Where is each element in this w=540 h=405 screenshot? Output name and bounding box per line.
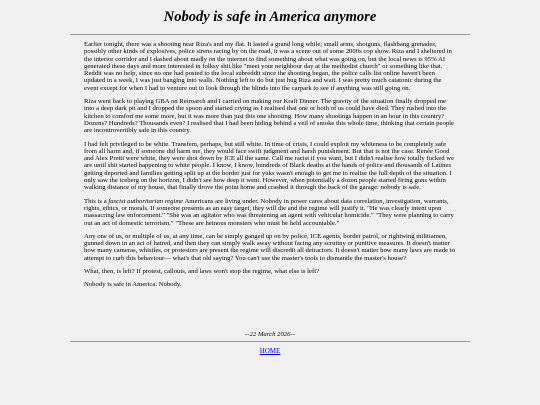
page-title: Nobody is safe in America anymore bbox=[163, 9, 377, 25]
paragraph-5: Any one of us, or multiple of us, at any time, can be simply ganged up on by police, ICE agents, border patrol, or rightwing militiamen, gunned down in an act of hatred, and then they can simply walk away without facing any scrutiny or punitive measures. It doesn't matter how many cameras, whistles, or protestors are present the regime will discredit all detractors. It doesn't matter how many laws are made to attempt to curb this behaviour— what's that old saying? You can't use the master's tools to dismantle the master's house? bbox=[84, 232, 455, 262]
paragraph-2: Riza went back to playing GBA on Retroarch and I carried on making our Kraft Dinner. The gravity of the situation finally dropped me into a deep dark pit and I dropped the spoon and started crying as I realised that one or both of us could have died. They rushed into the kitchen to comfort me some more, but it was more than just this one shooting. How many shootings happen in an hour in this country? Dozens? Hundreds? Thousands even? I realised that I had been hiding behind a veil of smoke this whole time, thinking that certain people are incontrovertibly safe in this country. bbox=[84, 98, 455, 135]
paragraph-7: Nobody is safe in America. Nobody. bbox=[84, 281, 182, 289]
home-link-container bbox=[0, 347, 540, 355]
paragraph-1: Earlier tonight, there was a shooting near Riza's and my flat. It lasted a grand long while; small arms, shotguns, flashbang grenades, possibly other kinds of explosives, police sirens racing by on the road, it was a scene out of some 2000s cop show. Riza and I sheltered in the interior corridor and I dashed about madly on the internet to find something about what was going on, but the local news is 95% AI generated these days and more interested in folksy shit like "meet your neighbour day at the methodist church" or something like that. Reddit was no help, since no one had posted to the local subreddit since the shooting began, the police calls list online haven't been updated in a week, I was just banging into walls. Nothing left to do but just hug Riza and wait. I was pretty much catatonic during the event except for when I had to venture out to look through the blinds into the carpark to see if anything was still going on. bbox=[84, 41, 452, 92]
home-link[interactable]: HOME bbox=[259, 347, 281, 355]
signoff-date: --22 March 2026-- bbox=[245, 331, 295, 338]
paragraph-3: I had felt privileged to be white. Transfem, perhaps, but still white. In time of crisis, I could exploit my whiteness to be completely safe from all harm and, if someone did harm me, they would face swift judgment and harsh punishment. But that is not the case. Renée Good and Alex Pretti were white, they were shot down by ICE all the same. Call me racist if you want, but I didn't realise how totally fucked we are until shit started happening to white people. I know, I know, hundreds of Black deaths at the hands of police and thousands of Latines getting deported and families getting split up at the border just for yuks wasn't enough to get me to realise the full depth of the situation. I only saw the iceberg on the horizon, I didn't see how deep it went. However, when potentially a dozen people started firing guns within walking distance of my house, that finally drove the point home and crashed it through the back of the garage: nobody is safe. bbox=[84, 140, 455, 192]
top-divider bbox=[70, 34, 470, 35]
paragraph-4-rest: Americans are living under. Nobody in power cares about data correlation, investigation, warrants, rights, ethics, or morals. If someone presents as an easy target, they will die and the regime will justify it. "He was clearly intent upon massacring law enforcement." "She was an agitator who was threatening an agent with vehicular homicide." "They were planning to carry out an act of domestic terrorism." "These are heinous monsters who must be held accountable." bbox=[84, 197, 454, 227]
paragraph-4 bbox=[84, 198, 456, 227]
paragraph-6: What, then, is left? If protest, callouts, and laws won't stop the regime, what else is left? bbox=[84, 268, 320, 276]
bottom-divider bbox=[70, 341, 470, 342]
paragraph-4-lead: This is a bbox=[84, 197, 107, 205]
paragraph-4-emphasis: fascist authoritarian regime bbox=[108, 197, 184, 205]
article-body bbox=[84, 41, 456, 295]
